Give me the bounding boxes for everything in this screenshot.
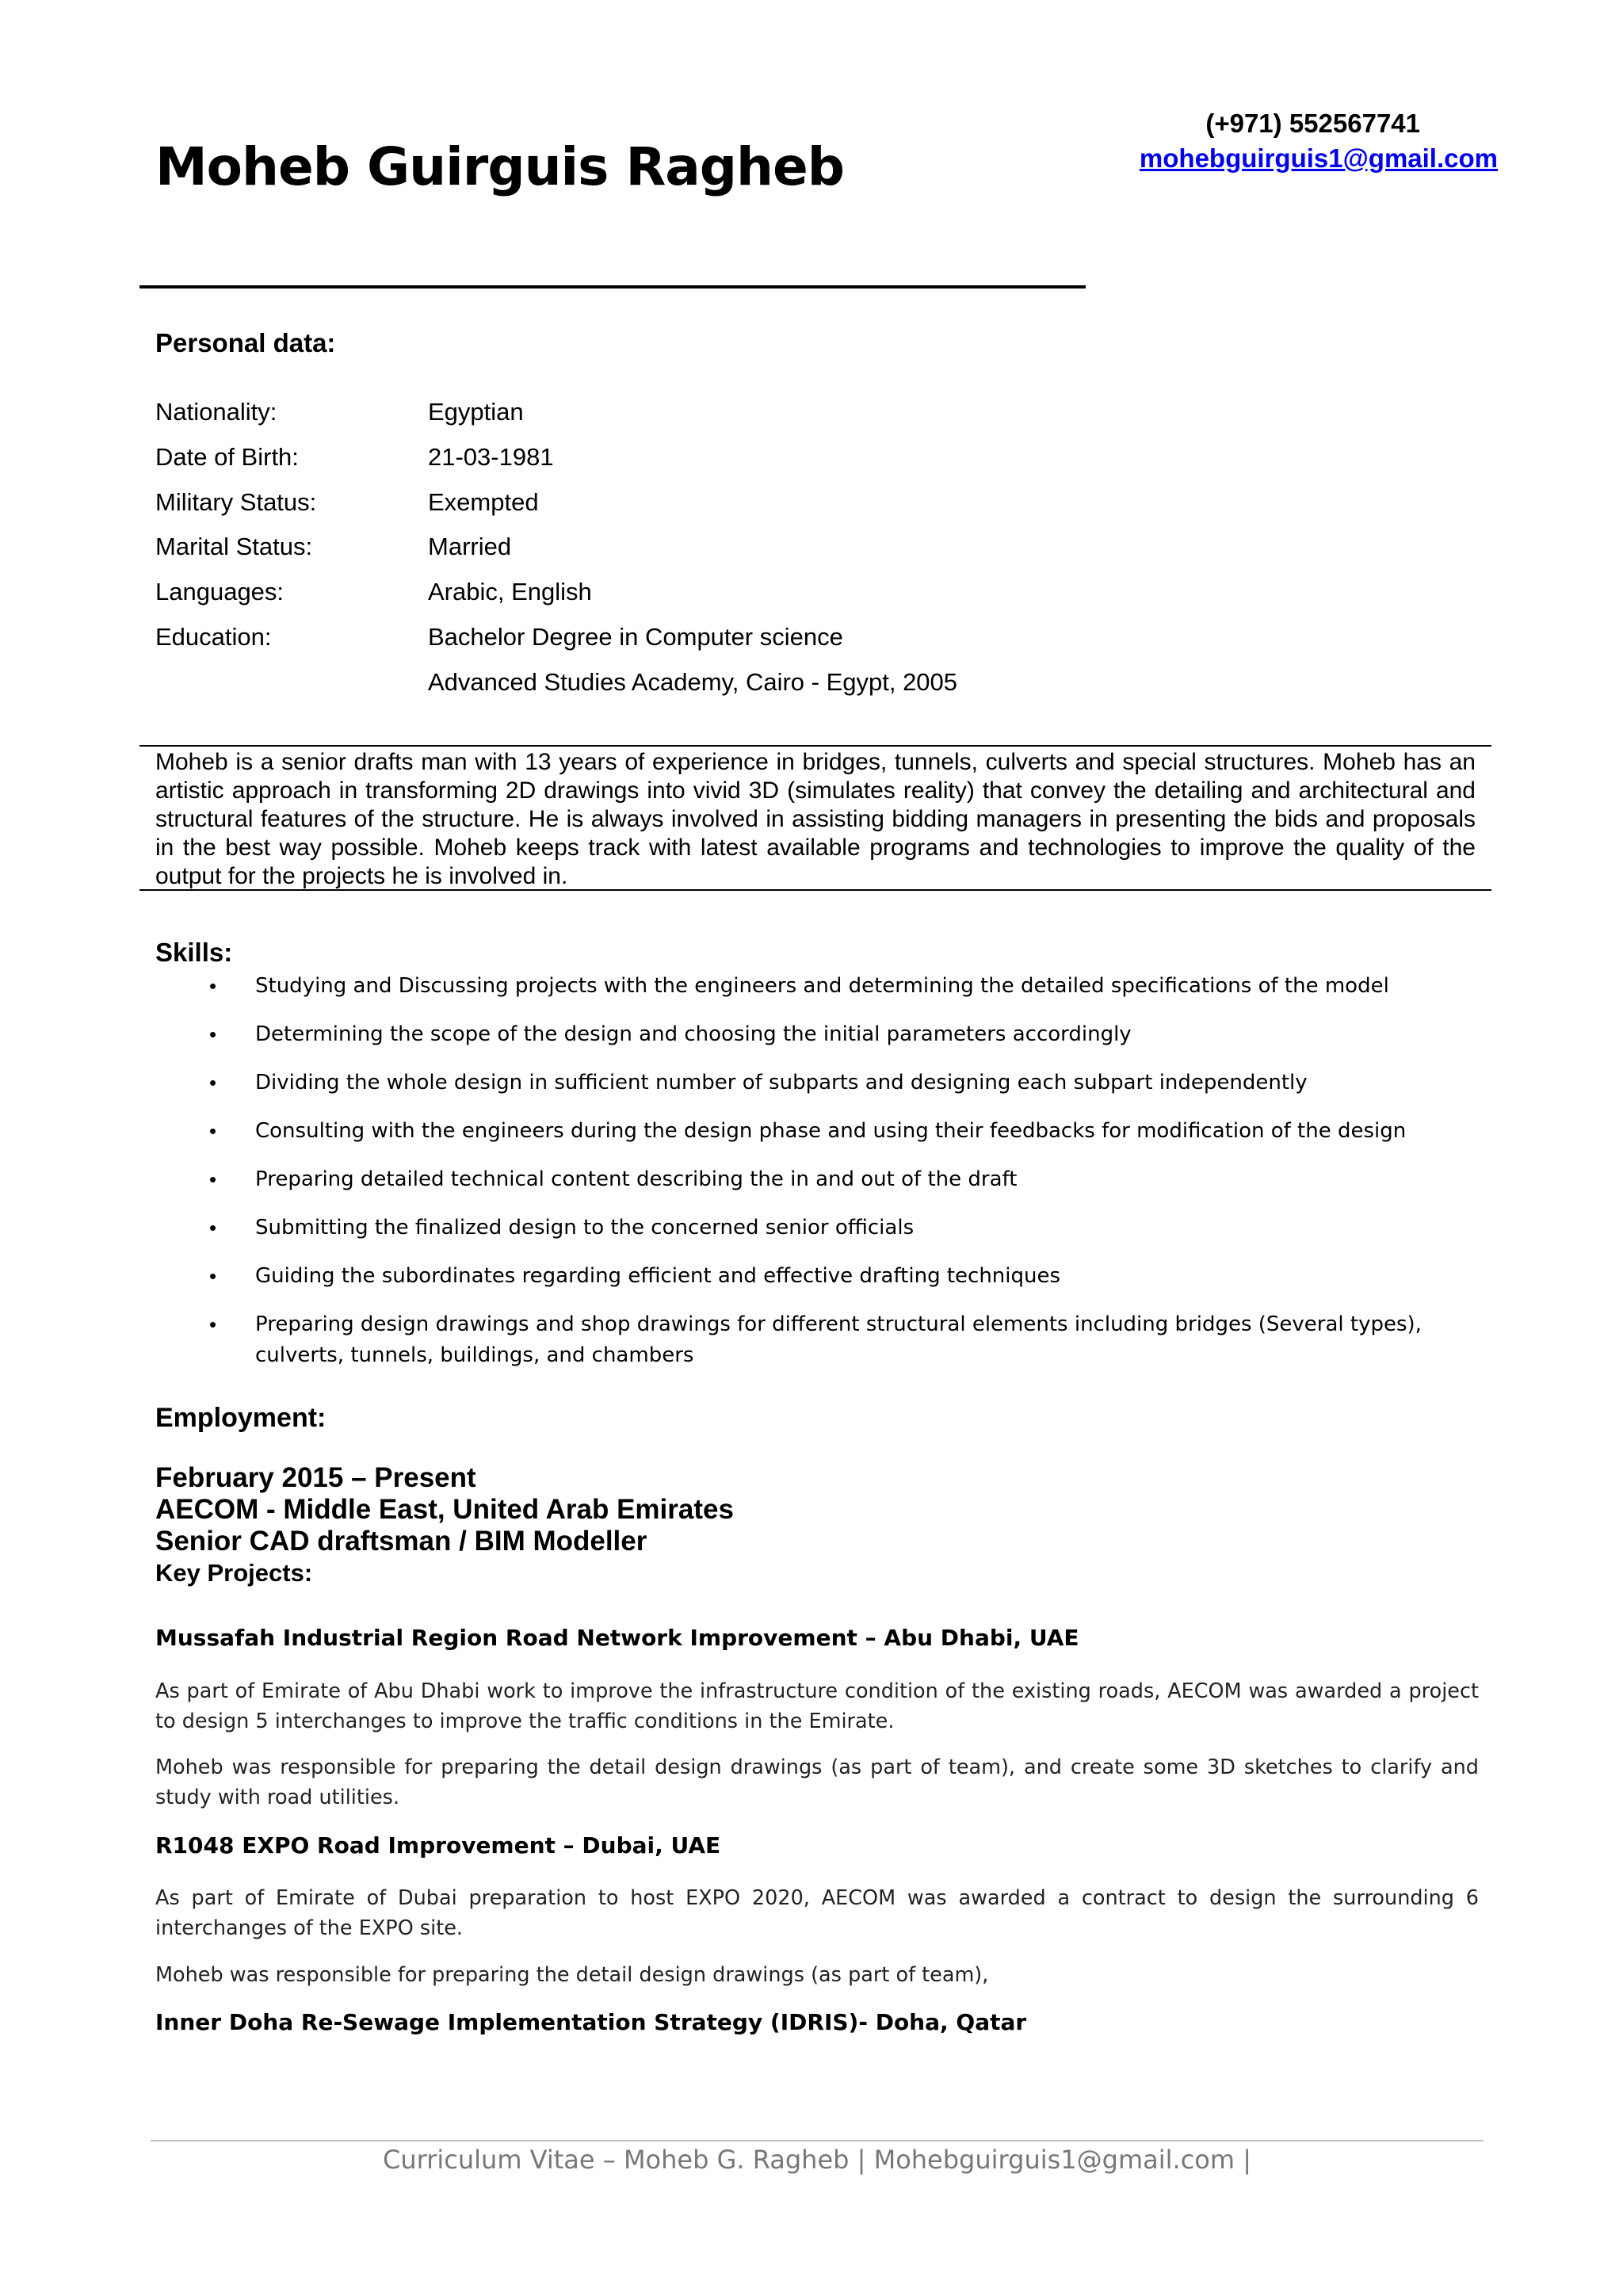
personal-label: Military Status:: [155, 488, 317, 516]
skills-heading: Skills:: [155, 938, 233, 967]
personal-row: [155, 623, 1503, 655]
project-description: As part of Emirate of Dubai preparation to host EXPO 2020, AECOM was awarded a contract to design the surrounding 6 interchanges of the EXPO site.: [155, 1886, 1479, 1940]
personal-data-heading: Personal data:: [155, 328, 336, 357]
personal-label: Languages:: [155, 578, 285, 606]
candidate-name: Moheb Guirguis Ragheb: [155, 136, 845, 197]
personal-value: Arabic, English: [428, 578, 592, 606]
project-description: Moheb was responsible for preparing the detail design drawings (as part of team), and create some 3D sketches to clarify and study with road utilities.: [155, 1755, 1479, 1809]
personal-row: [155, 398, 1503, 430]
profile-summary-box: [139, 745, 1491, 891]
employment-header: [155, 1462, 734, 1589]
employment-period: February 2015 – Present: [155, 1462, 476, 1493]
project-description: Moheb was responsible for preparing the detail design drawings (as part of team),: [155, 1963, 989, 1987]
personal-row: [155, 578, 1503, 609]
list-item: • Consulting with the engineers during the design phase and using their feedbacks for modification of the design: [155, 1116, 1534, 1147]
key-projects-label: Key Projects:: [155, 1559, 313, 1587]
list-item: • Preparing design drawings and shop drawings for different structural elements including bridges (Several types), culverts, tunnels, buildings, and chambers: [155, 1309, 1534, 1371]
personal-row: [155, 533, 1503, 564]
bullet-icon: •: [209, 1264, 217, 1288]
list-item: • Dividing the whole design in sufficient number of subparts and designing each subpart independently: [155, 1068, 1534, 1098]
footer-divider: [151, 2140, 1484, 2141]
list-item: • Determining the scope of the design and choosing the initial parameters accordingly: [155, 1019, 1534, 1050]
personal-label: Date of Birth:: [155, 443, 299, 471]
contact-block: [1070, 106, 1498, 176]
bullet-icon: •: [209, 1022, 217, 1046]
page-footer: Curriculum Vitae – Moheb G. Ragheb | Mohebguirguis1@gmail.com |: [383, 2145, 1251, 2175]
personal-label: Nationality:: [155, 398, 277, 426]
profile-summary: Moheb is a senior drafts man with 13 years of experience in bridges, tunnels, culverts and special structures. Moheb has an artistic approach in transforming 2D drawings into vivid 3D (simulates reality) that convey the detailing and architectural and structural features of the structure. He is always involved in assisting bidding managers in presenting the bids and proposals in the best way possible. Moheb keeps track with latest available programs and technologies to improve the quality of the output for the projects he is involved in.: [155, 749, 1476, 889]
bullet-icon: •: [209, 1312, 217, 1336]
bullet-icon: •: [209, 1119, 217, 1143]
personal-value: Advanced Studies Academy, Cairo - Egypt, 2005: [428, 668, 958, 696]
bullet-icon: •: [209, 974, 217, 998]
bullet-icon: •: [209, 1216, 217, 1240]
employment-heading: Employment:: [155, 1403, 327, 1433]
list-item: • Guiding the subordinates regarding efficient and effective drafting techniques: [155, 1261, 1534, 1292]
personal-label: Marital Status:: [155, 533, 313, 560]
project-title: R1048 EXPO Road Improvement – Dubai, UAE: [155, 1832, 721, 1859]
project-title: Inner Doha Re-Sewage Implementation Strategy (IDRIS)- Doha, Qatar: [155, 2009, 1027, 2035]
personal-row: [155, 488, 1503, 520]
bullet-icon: •: [209, 1167, 217, 1191]
employment-company: AECOM - Middle East, United Arab Emirates: [155, 1494, 734, 1525]
phone-number: (+971) 552567741: [1205, 109, 1420, 138]
personal-value: Egyptian: [428, 398, 524, 426]
personal-value: Married: [428, 533, 512, 560]
list-item: • Preparing detailed technical content describing the in and out of the draft: [155, 1164, 1534, 1195]
list-item: • Submitting the finalized design to the concerned senior officials: [155, 1213, 1534, 1244]
bullet-icon: •: [209, 1071, 217, 1095]
personal-value: 21-03-1981: [428, 443, 554, 471]
personal-row: [155, 668, 1503, 700]
project-description: As part of Emirate of Abu Dhabi work to improve the infrastructure condition of the existing roads, AECOM was awarded a project to design 5 interchanges to improve the traffic conditions in the Emirate.: [155, 1679, 1479, 1733]
header-divider: [139, 285, 1086, 288]
email-link[interactable]: mohebguirguis1@gmail.com: [1139, 143, 1498, 173]
personal-value: Bachelor Degree in Computer science: [428, 623, 843, 651]
skills-list: [155, 971, 1503, 1389]
project-title: Mussafah Industrial Region Road Network Improvement – Abu Dhabi, UAE: [155, 1625, 1079, 1651]
personal-row: [155, 443, 1503, 475]
employment-role: Senior CAD draftsman / BIM Modeller: [155, 1526, 647, 1557]
list-item: • Studying and Discussing projects with the engineers and determining the detailed specifications of the model: [155, 971, 1534, 1002]
personal-value: Exempted: [428, 488, 539, 516]
personal-label: Education:: [155, 623, 272, 651]
